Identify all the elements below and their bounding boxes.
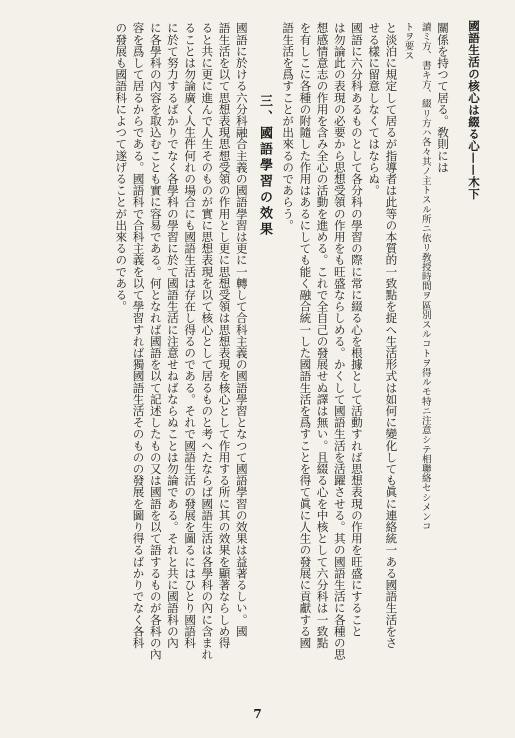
quoted-regulation-line: トヲ要ス [402,22,414,61]
text-column: に各學科の內容を取込むことも實に容易である。何となれば國語を以て記述したもの又は國語を以て語するものが各科の內 [148,22,163,660]
text-column: と淡泊に規定して居るが指導者は此等の本質的一致點を捉へ生活形式は如何に變化しても眞に連絡統一ある國語生活をさ [384,22,399,649]
quoted-regulation-line: 讀ミ方、書キ方、綴リ方ハ各々其ノ主トスル所ニ依リ敎授時間ヲ區別スルコトヲ得ルモ特ニ注意シテ相聯絡セシメンコ [419,22,431,531]
text-column: 國語に六分科あるものとして各分科の學習の際に常に綴る心を根據として活動すれば思想表現の作用を旺盛にすること [349,22,364,637]
text-column: の發展も國語科によつて遂げることが出來るのである。 [114,22,129,312]
running-header: 國語生活の核心は綴る心——木下 [467,20,481,200]
text-column: ることは勿論廣く人生件何れの場合にも國語生活は存在し得るのである。それで國語生活の發展を圖るにはひとり國語科 [183,22,198,649]
text-column: 國語に於ける六分科融合主義の國語學習は更に一轉して合科主義の國語學習となつて國語學習の效果は益著るしい。國 [234,22,249,637]
page-number: 7 [253,707,262,721]
quoted-regulation [399,22,433,694]
text-column: 語生活を爲すことが出來るのであらう。 [281,22,296,231]
section-heading: 三、國語學習の效果 [256,94,272,238]
text-column: 容を爲して居るからである。國語科で合科主義を以て學習すれば獨國語生活そのものの發展を圖り得るばかりでなく各科 [131,22,146,649]
text-column: 想感情意志の作用を含み全心の活動を進める。これで全自己の發展せぬ譯は無い。且綴る心を中核として六分科は一致點 [315,22,330,649]
body-text [112,22,451,694]
text-column: に於て努力するばかりでなく各學科の學習に於て國語生活に注意せねばならぬことは勿論である。それと共に國語科の內 [165,22,180,649]
text-column: ると共に更に進んで人生そのものが實に思想表現を以て核心として居るものと考へたならば國語生活は各學科の內に含まれ [200,22,215,660]
text-column: 語生活を以て思想表現思想受領の作用とし更に思想受領は思想表現を核心として作用する所に其の效果を顯著ならしめ得 [217,22,232,649]
text-column: 關係を持つて居る。敎則には [436,22,450,173]
text-column: は勿論此の表現の必要から思想受領の作用をも旺盛ならしめる。かくして國語生活を活躍させる。其の國語生活に各種の思 [332,22,347,660]
text-column: せる樣に留意しなくてはならぬ。 [367,22,382,196]
text-column: を有しこに各種の附隨した作用はあるにしても能く融合統一した國語生活を爲すことを得て眞に人生の發展に貢獻する國 [298,22,313,649]
